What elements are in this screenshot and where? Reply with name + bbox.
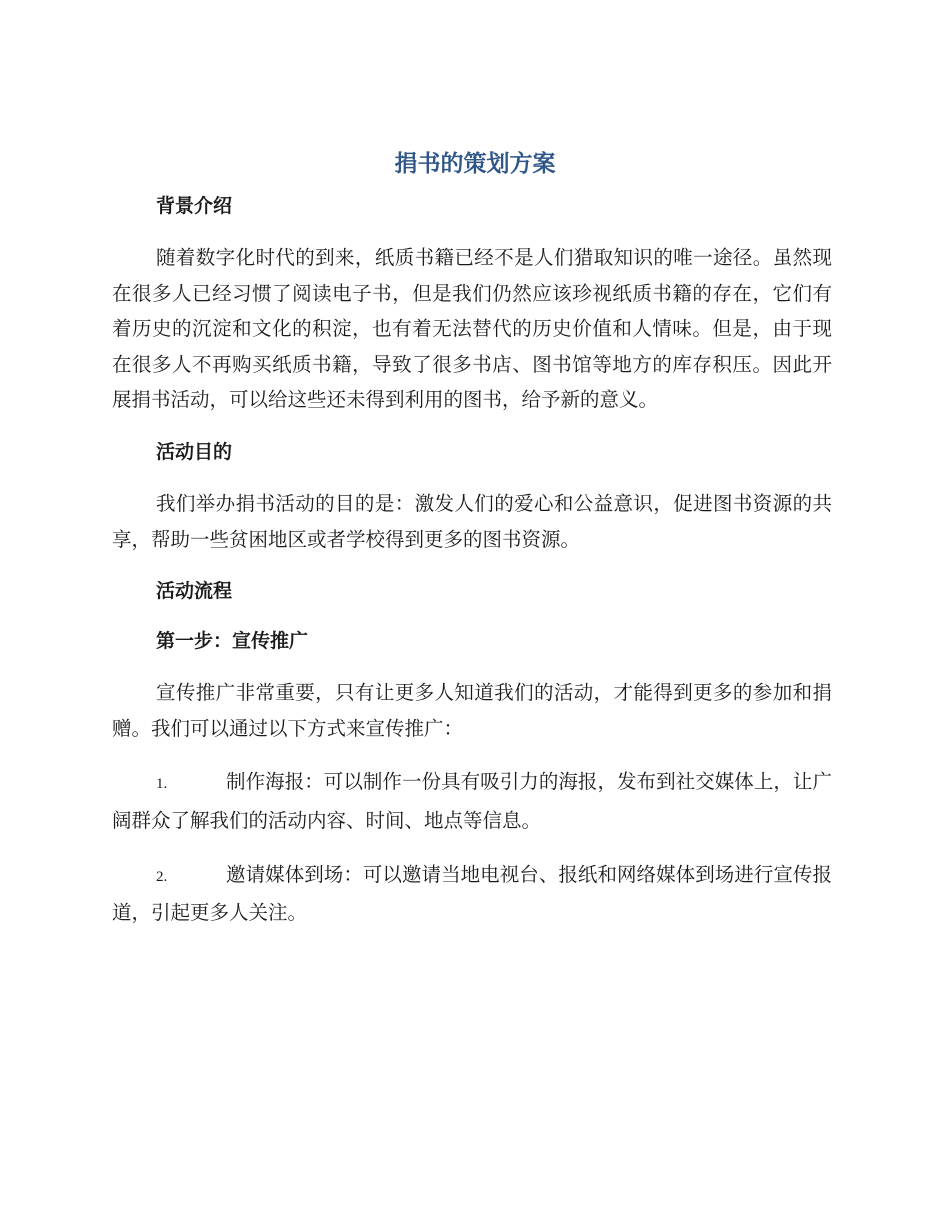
list-item <box>112 764 832 838</box>
section-heading-purpose: 活动目的 <box>156 440 233 463</box>
document-body <box>112 190 832 931</box>
list-item <box>112 857 832 931</box>
list-item-number: 2. <box>156 868 168 885</box>
section-heading-step1: 第一步：宣传推广 <box>156 630 309 653</box>
paragraph-step1: 宣传推广非常重要，只有让更多人知道我们的活动，才能得到更多的参加和捐赠。我们可以通过以下方式来宣传推广： <box>112 681 832 740</box>
list-item-text: 邀请媒体到场：可以邀请当地电视台、报纸和网络媒体到场进行宣传报道，引起更多人关注。 <box>112 862 832 925</box>
list-item-text: 制作海报：可以制作一份具有吸引力的海报，发布到社交媒体上，让广阔群众了解我们的活动内容、时间、地点等信息。 <box>112 770 832 832</box>
paragraph-background: 随着数字化时代的到来，纸质书籍已经不是人们猎取知识的唯一途径。虽然现在很多人已经习惯了阅读电子书，但是我们仍然应该珍视纸质书籍的存在，它们有着历史的沉淀和文化的积淀，也有着无法替代的历史价值和人情味。但是，由于现在很多人不再购买纸质书籍，导致了很多书店、图书馆等地方的库存积压。因此开展捐书活动，可以给这些还未得到利用的图书，给予新的意义。 <box>112 246 832 412</box>
paragraph-purpose: 我们举办捐书活动的目的是：激发人们的爱心和公益意识，促进图书资源的共享，帮助一些贫困地区或者学校得到更多的图书资源。 <box>112 491 832 551</box>
list-item-number: 1. <box>156 776 168 793</box>
section-heading-process: 活动流程 <box>156 580 233 603</box>
document-title: 捐书的策划方案 <box>394 151 556 177</box>
section-heading-background: 背景介绍 <box>156 195 233 217</box>
